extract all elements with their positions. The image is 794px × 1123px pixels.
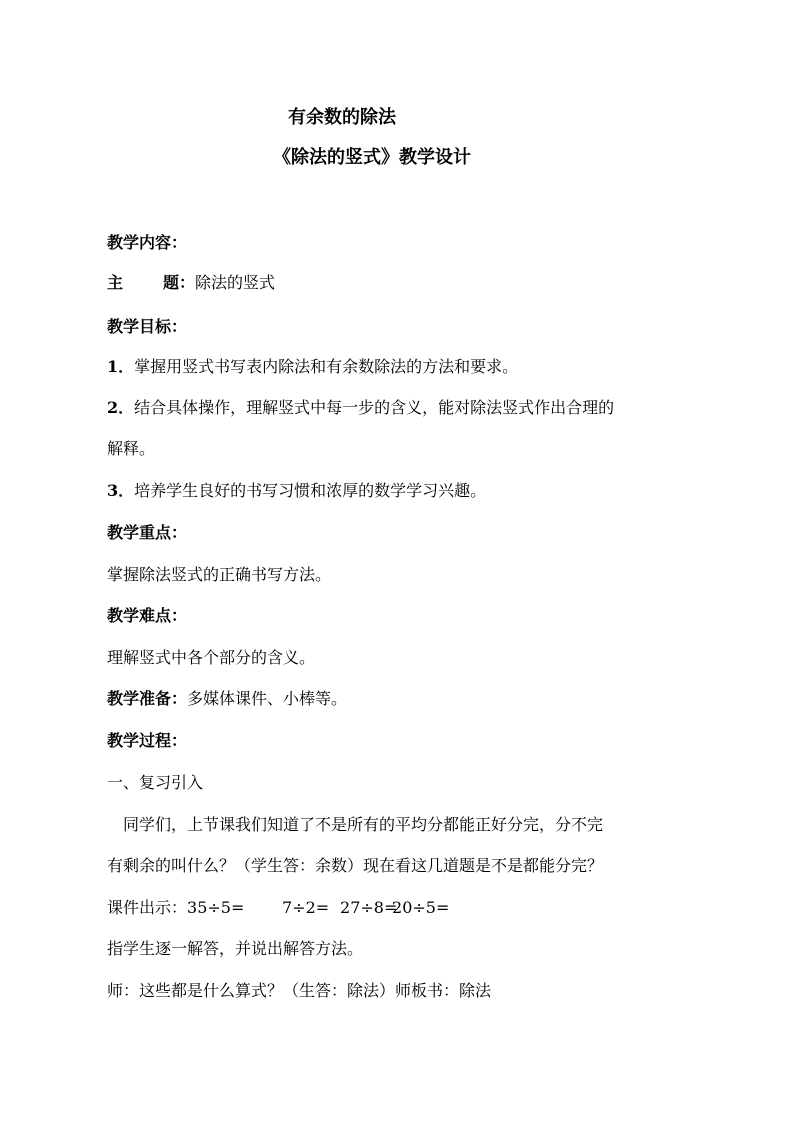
- courseware-line: [107, 897, 697, 919]
- teaching-content-heading: 教学内容：: [107, 233, 188, 252]
- formula: 35÷5=: [187, 898, 245, 917]
- preparation-line: [107, 688, 697, 710]
- difficulties-heading: 教学难点：: [107, 606, 188, 625]
- objective-number: 3．: [107, 481, 135, 500]
- formula: 20÷5=: [392, 898, 450, 917]
- difficulties-text: 理解竖式中各个部分的含义。: [107, 648, 316, 667]
- paragraph-line-2: 有剩余的叫什么？（学生答：余数）现在看这几道题是不是都能分完？: [107, 856, 604, 875]
- paragraph-line-1: 同学们，上节课我们知道了不是所有的平均分都能正好分完，分不完: [123, 815, 604, 834]
- objective-item-2-continued: 解释。: [107, 439, 156, 458]
- subject-value: 除法的竖式: [195, 273, 276, 292]
- objective-text: 结合具体操作，理解竖式中每一步的含义，能对除法竖式作出合理的: [134, 398, 615, 417]
- subject-label-a: 主: [107, 273, 124, 292]
- objective-item-1: [107, 356, 697, 378]
- courseware-label: 课件出示：: [107, 898, 188, 917]
- formula: 27÷8=: [340, 898, 398, 917]
- formula: 7÷2=: [282, 898, 330, 917]
- objective-item-2: [107, 397, 697, 419]
- objective-number: 2．: [107, 398, 135, 417]
- objective-item-3: [107, 480, 697, 502]
- process-heading: 教学过程：: [107, 731, 188, 750]
- instruction-line: 指学生逐一解答，并说出解答方法。: [107, 939, 364, 958]
- section-heading: 一、复习引入: [107, 773, 204, 792]
- objective-text: 掌握用竖式书写表内除法和有余数除法的方法和要求。: [134, 357, 519, 376]
- document-title: 有余数的除法: [288, 107, 396, 128]
- key-points-heading: 教学重点：: [107, 523, 188, 542]
- dialog-line: 师：这些都是什么算式？（生答：除法）师板书：除法: [107, 981, 492, 1000]
- preparation-heading: 教学准备：: [107, 689, 188, 708]
- objective-text: 培养学生良好的书写习惯和浓厚的数学学习兴趣。: [134, 481, 487, 500]
- objective-number: 1．: [107, 357, 135, 376]
- subject-label-b: 题：: [163, 273, 196, 292]
- key-points-text: 掌握除法竖式的正确书写方法。: [107, 565, 332, 584]
- document-subtitle: 《除法的竖式》教学设计: [273, 147, 471, 168]
- preparation-text: 多媒体课件、小棒等。: [187, 689, 348, 708]
- objectives-heading: 教学目标：: [107, 317, 188, 336]
- subject-line: [107, 272, 697, 294]
